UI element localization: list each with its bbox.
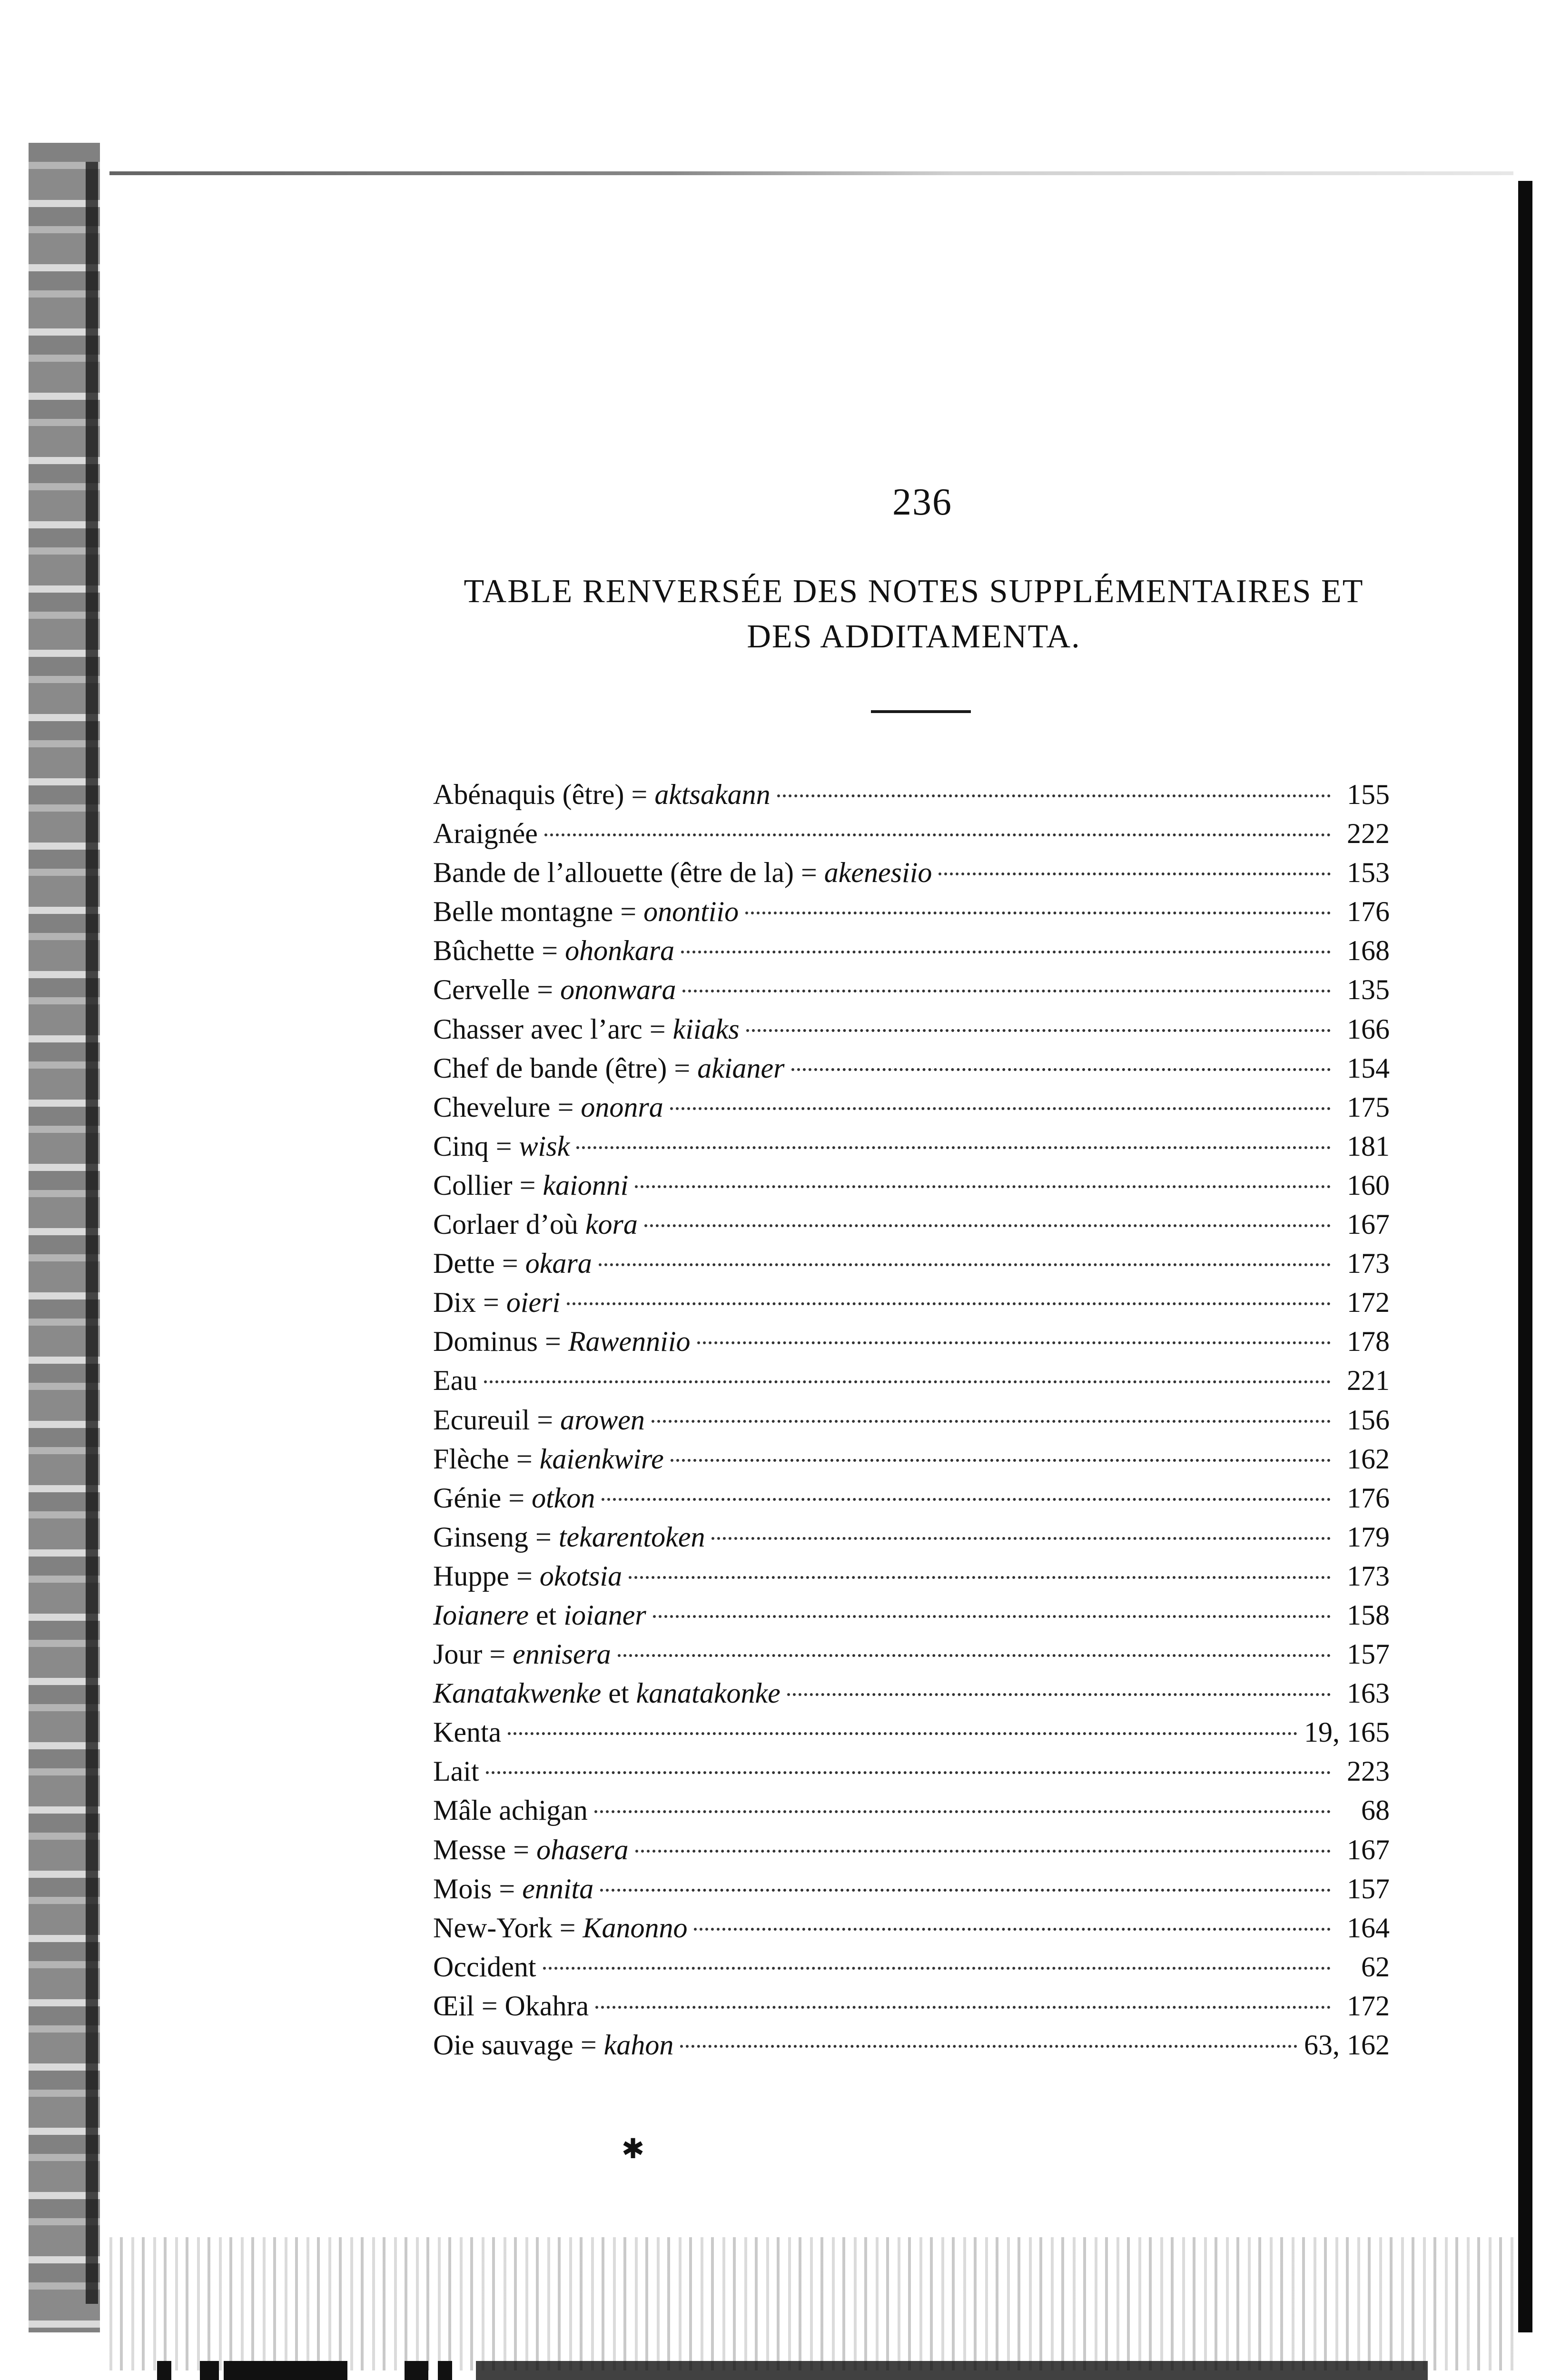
entry-page-ref: 63, 162 — [1304, 2029, 1390, 2061]
index-entry — [433, 1247, 1390, 1286]
entry-french: Eau — [433, 1365, 478, 1397]
entry-page-ref: 160 — [1347, 1169, 1390, 1201]
index-entry — [433, 934, 1390, 973]
dot-leader — [484, 1380, 1331, 1383]
entry-page-ref: 158 — [1347, 1599, 1390, 1631]
entry-french: Ginseng = — [433, 1521, 559, 1553]
entry-french: Kenta — [433, 1716, 502, 1748]
entry-native: onontiio — [643, 896, 739, 928]
dot-leader — [694, 1928, 1331, 1931]
entry-term — [433, 1052, 785, 1085]
entry-term — [433, 934, 674, 967]
entry-term — [433, 1208, 638, 1241]
entry-term — [433, 856, 932, 889]
entry-native: Ioianere — [433, 1599, 529, 1631]
dot-leader — [697, 1341, 1331, 1344]
entry-page-ref: 181 — [1347, 1130, 1390, 1162]
entry-term — [433, 1130, 570, 1163]
title-line-1: TABLE RENVERSÉE DES NOTES SUPPLÉMENTAIRES ET — [464, 573, 1364, 610]
entry-term — [433, 817, 538, 850]
entry-french: Belle montagne = — [433, 896, 644, 928]
index-entry — [433, 1560, 1390, 1599]
entry-page-ref: 172 — [1347, 1990, 1390, 2022]
entry-french: Dominus = — [433, 1326, 568, 1358]
entry-page-ref: 163 — [1347, 1677, 1390, 1709]
entry-term — [433, 895, 739, 928]
index-list — [433, 778, 1390, 2068]
scan-edge-right — [1518, 181, 1532, 2332]
index-entry — [433, 778, 1390, 817]
dot-leader — [681, 951, 1331, 953]
entry-page-ref: 156 — [1347, 1404, 1390, 1436]
entry-native: akenesiio — [824, 857, 932, 889]
scan-edge-top — [109, 171, 1513, 175]
index-entry — [433, 1404, 1390, 1443]
entry-page-ref: 222 — [1347, 818, 1390, 850]
dot-leader — [680, 2045, 1297, 2048]
entry-page-ref: 176 — [1347, 1482, 1390, 1514]
index-entry — [433, 1951, 1390, 1990]
index-entry — [433, 1364, 1390, 1403]
dot-leader — [777, 794, 1331, 797]
entry-french: Cervelle = — [433, 974, 561, 1006]
entry-term — [433, 1482, 595, 1515]
entry-french: Ecureuil = — [433, 1404, 561, 1436]
index-entry — [433, 817, 1390, 856]
scan-edge-left-inner — [86, 162, 98, 2304]
entry-french: Messe = — [433, 1834, 537, 1865]
scan-edge-bottom-bar — [200, 2361, 219, 2380]
entry-french: Corlaer d’où — [433, 1209, 585, 1240]
dot-leader — [670, 1107, 1331, 1110]
entry-page-ref: 164 — [1347, 1912, 1390, 1944]
entry-native: kaionni — [543, 1169, 629, 1201]
entry-french: Oie sauvage = — [433, 2029, 604, 2061]
dot-leader — [618, 1654, 1331, 1657]
entry-native: ioianer — [563, 1599, 646, 1631]
entry-page-ref: 175 — [1347, 1091, 1390, 1123]
entry-french: Collier = — [433, 1169, 543, 1201]
index-entry — [433, 1755, 1390, 1794]
dot-leader — [486, 1771, 1331, 1774]
index-entry — [433, 1091, 1390, 1130]
title-line-2: DES ADDITAMENTA. — [747, 618, 1081, 655]
entry-french: Araignée — [433, 818, 538, 850]
entry-french: Génie = — [433, 1482, 532, 1514]
entry-page-ref: 135 — [1347, 974, 1390, 1006]
dot-leader — [600, 1889, 1331, 1892]
entry-page-ref: 221 — [1347, 1365, 1390, 1397]
index-entry — [433, 973, 1390, 1012]
scan-edge-bottom-bar — [405, 2361, 428, 2380]
dot-leader — [671, 1459, 1331, 1462]
index-entry — [433, 1169, 1390, 1208]
scan-edge-bottom-bar — [224, 2361, 347, 2380]
entry-page-ref: 223 — [1347, 1755, 1390, 1787]
entry-french: Occident — [433, 1951, 536, 1983]
dot-leader — [595, 2006, 1331, 2009]
entry-native: otkon — [532, 1482, 595, 1514]
dot-leader — [543, 1967, 1331, 1970]
entry-term — [433, 1912, 687, 1944]
dot-leader — [567, 1302, 1331, 1305]
entry-term — [433, 1834, 629, 1866]
index-entry — [433, 895, 1390, 934]
entry-native: ennisera — [513, 1638, 611, 1670]
index-entry — [433, 1208, 1390, 1247]
entry-french: Bande de l’allouette (être de la) = — [433, 857, 824, 889]
index-entry — [433, 1873, 1390, 1912]
dot-leader — [745, 912, 1331, 914]
dot-leader — [682, 990, 1331, 992]
entry-french: Mois = — [433, 1873, 523, 1904]
entry-native: okara — [525, 1248, 592, 1279]
entry-french: Mâle achigan — [433, 1795, 588, 1826]
index-entry — [433, 1599, 1390, 1638]
entry-page-ref: 173 — [1347, 1248, 1390, 1279]
entry-native: okotsia — [539, 1560, 622, 1592]
entry-french: Œil = Okahra — [433, 1990, 589, 2022]
index-entry — [433, 1990, 1390, 2029]
entry-term — [433, 1951, 536, 1983]
entry-term — [433, 778, 771, 811]
entry-term — [433, 2029, 673, 2062]
entry-term — [433, 1560, 622, 1593]
entry-native: kanatakonke — [636, 1677, 780, 1709]
scan-edge-bottom-bar — [157, 2361, 171, 2380]
entry-page-ref: 154 — [1347, 1052, 1390, 1084]
entry-native: kiiaks — [672, 1013, 740, 1045]
dot-leader — [635, 1185, 1331, 1188]
entry-term — [433, 1325, 691, 1358]
entry-native: ononra — [581, 1091, 663, 1123]
entry-term — [433, 1247, 592, 1280]
scan-edge-bottom-bar — [476, 2361, 1428, 2380]
dot-leader — [635, 1850, 1331, 1853]
entry-page-ref: 167 — [1347, 1834, 1390, 1865]
entry-french: Chevelure = — [433, 1091, 581, 1123]
entry-page-ref: 179 — [1347, 1521, 1390, 1553]
entry-french: Dix = — [433, 1287, 506, 1319]
dot-leader — [599, 1263, 1331, 1266]
index-entry — [433, 1521, 1390, 1560]
entry-french: New-York = — [433, 1912, 583, 1944]
index-entry — [433, 1716, 1390, 1755]
entry-native: ohonkara — [565, 935, 675, 967]
index-entry — [433, 1130, 1390, 1169]
entry-native: kaienkwire — [539, 1443, 664, 1475]
entry-term — [433, 1638, 611, 1671]
dot-leader — [508, 1732, 1297, 1735]
entry-french: Chef de bande (être) = — [433, 1052, 698, 1084]
page-number: 236 — [892, 481, 952, 523]
index-entry — [433, 1443, 1390, 1482]
entry-term — [433, 1677, 780, 1710]
entry-page-ref: 157 — [1347, 1638, 1390, 1670]
dot-leader — [787, 1693, 1331, 1696]
entry-page-ref: 167 — [1347, 1209, 1390, 1240]
index-entry — [433, 1052, 1390, 1091]
entry-page-ref: 176 — [1347, 896, 1390, 928]
entry-french: Flèche = — [433, 1443, 540, 1475]
entry-conjunction: et — [529, 1599, 564, 1631]
entry-native: wisk — [519, 1130, 570, 1162]
title-rule — [871, 710, 971, 713]
scan-edge-bottom — [109, 2237, 1513, 2370]
entry-term — [433, 1169, 628, 1202]
dot-leader — [576, 1146, 1331, 1149]
entry-native: Kanatakwenke — [433, 1677, 602, 1709]
index-entry — [433, 856, 1390, 895]
dot-leader — [791, 1068, 1331, 1071]
entry-term — [433, 1443, 664, 1476]
index-entry — [433, 1912, 1390, 1951]
index-entry — [433, 2029, 1390, 2068]
entry-french: Bûchette = — [433, 935, 565, 967]
entry-page-ref: 68 — [1361, 1795, 1390, 1826]
page-title — [428, 569, 1399, 659]
entry-page-ref: 162 — [1347, 1443, 1390, 1475]
entry-page-ref: 62 — [1361, 1951, 1390, 1983]
entry-native: ohasera — [536, 1834, 629, 1865]
entry-page-ref: 153 — [1347, 857, 1390, 889]
entry-term — [433, 1364, 477, 1397]
entry-page-ref: 168 — [1347, 935, 1390, 967]
entry-native: oieri — [506, 1287, 561, 1319]
entry-page-ref: 19, 165 — [1304, 1716, 1390, 1748]
entry-native: tekarentoken — [558, 1521, 705, 1553]
entry-french: Dette = — [433, 1248, 525, 1279]
ornament: ✱ — [621, 2133, 645, 2164]
entry-term — [433, 1990, 589, 2023]
dot-leader — [652, 1420, 1331, 1423]
dot-leader — [711, 1537, 1331, 1540]
entry-term — [433, 973, 676, 1006]
entry-term — [433, 1599, 646, 1632]
index-entry — [433, 1013, 1390, 1052]
entry-native: aktsakann — [654, 779, 771, 810]
entry-native: kahon — [603, 2029, 674, 2061]
entry-page-ref: 166 — [1347, 1013, 1390, 1045]
entry-native: akianer — [697, 1052, 785, 1084]
entry-page-ref: 178 — [1347, 1326, 1390, 1358]
entry-native: kora — [585, 1209, 638, 1240]
index-entry — [433, 1638, 1390, 1677]
entry-term — [433, 1521, 705, 1554]
entry-term — [433, 1091, 663, 1124]
entry-term — [433, 1404, 645, 1437]
dot-leader — [594, 1810, 1331, 1813]
entry-term — [433, 1286, 560, 1319]
entry-french: Jour = — [433, 1638, 513, 1670]
entry-native: Kanonno — [583, 1912, 688, 1944]
index-entry — [433, 1482, 1390, 1521]
dot-leader — [746, 1029, 1331, 1032]
entry-page-ref: 173 — [1347, 1560, 1390, 1592]
index-entry — [433, 1325, 1390, 1364]
entry-term — [433, 1873, 593, 1905]
entry-page-ref: 157 — [1347, 1873, 1390, 1904]
entry-french: Huppe = — [433, 1560, 540, 1592]
entry-french: Cinq = — [433, 1130, 519, 1162]
entry-conjunction: et — [601, 1677, 636, 1709]
dot-leader — [544, 833, 1331, 836]
entry-french: Lait — [433, 1755, 479, 1787]
entry-native: arowen — [560, 1404, 645, 1436]
entry-french: Abénaquis (être) = — [433, 779, 655, 810]
dot-leader — [602, 1498, 1331, 1501]
entry-term — [433, 1716, 501, 1749]
entry-page-ref: 155 — [1347, 779, 1390, 810]
scan-edge-bottom-bar — [438, 2361, 452, 2380]
index-entry — [433, 1677, 1390, 1716]
dot-leader — [629, 1576, 1331, 1579]
entry-term — [433, 1794, 588, 1827]
entry-native: ononwara — [560, 974, 676, 1006]
entry-native: ennita — [522, 1873, 594, 1904]
entry-term — [433, 1755, 479, 1788]
index-entry — [433, 1794, 1390, 1833]
entry-french: Chasser avec l’arc = — [433, 1013, 673, 1045]
dot-leader — [939, 873, 1331, 875]
index-entry — [433, 1834, 1390, 1873]
entry-native: Rawenniio — [568, 1326, 691, 1358]
entry-page-ref: 172 — [1347, 1287, 1390, 1319]
dot-leader — [644, 1224, 1331, 1227]
index-entry — [433, 1286, 1390, 1325]
dot-leader — [653, 1615, 1331, 1618]
entry-term — [433, 1013, 740, 1046]
